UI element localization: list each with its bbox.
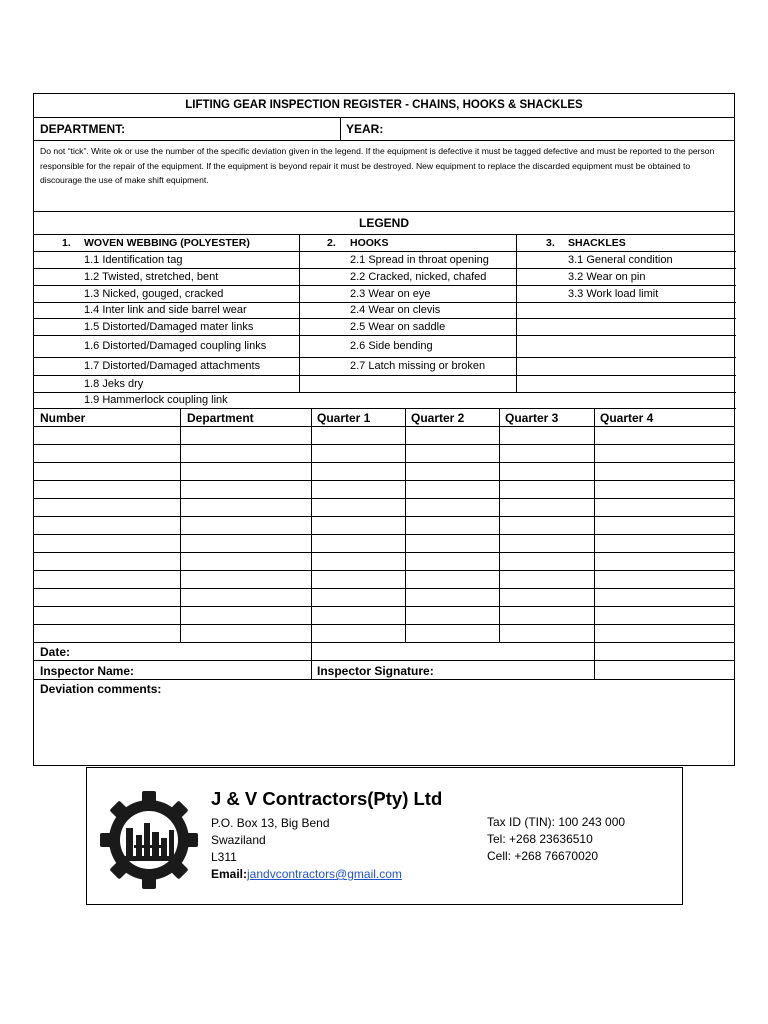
instructions-text: Do not “tick”. Write ok or use the number of the specific deviation given in the legend. If the equipment is defective it must be tagged defective and must be reported to the person responsible for the repair of the equipment. If the equipment is beyond repair it must be destroyed. New equipment to replace the discarded equipment must be obtained to discourage the use of make shift equipment. bbox=[40, 146, 715, 186]
table-cell[interactable] bbox=[499, 481, 594, 498]
legend-item: 1.1 Identification tag bbox=[84, 254, 183, 266]
legend-item: 2.5 Wear on saddle bbox=[350, 321, 446, 333]
register-body bbox=[34, 427, 734, 643]
table-row bbox=[34, 427, 734, 445]
table-cell[interactable] bbox=[34, 571, 180, 588]
table-cell[interactable] bbox=[311, 607, 405, 624]
legend-column-number: 3. bbox=[546, 237, 555, 249]
table-cell[interactable] bbox=[499, 607, 594, 624]
legend-column-heading: SHACKLES bbox=[568, 237, 626, 249]
legend-grid bbox=[34, 235, 734, 408]
legend-column-number: 1. bbox=[62, 237, 71, 249]
legend-column-heading: HOOKS bbox=[350, 237, 389, 249]
table-cell[interactable] bbox=[499, 499, 594, 516]
legend-item: 3.3 Work load limit bbox=[568, 288, 659, 300]
table-row bbox=[34, 553, 734, 571]
table-cell[interactable] bbox=[311, 535, 405, 552]
table-cell[interactable] bbox=[405, 445, 499, 462]
table-cell[interactable] bbox=[405, 481, 499, 498]
column-line bbox=[311, 408, 312, 643]
header-department: Department bbox=[187, 411, 254, 425]
table-cell[interactable] bbox=[594, 445, 735, 462]
legend-column-line bbox=[516, 235, 517, 392]
legend-item: 1.5 Distorted/Damaged mater links bbox=[84, 321, 254, 333]
table-cell[interactable] bbox=[594, 553, 735, 570]
table-cell[interactable] bbox=[180, 607, 311, 624]
register-header-row bbox=[34, 408, 734, 427]
legend-item: 2.1 Spread in throat opening bbox=[350, 254, 489, 266]
legend-item: 1.9 Hammerlock coupling link bbox=[84, 394, 228, 406]
column-line bbox=[180, 408, 181, 643]
table-cell[interactable] bbox=[499, 463, 594, 480]
legend-title: LEGEND bbox=[358, 216, 409, 230]
table-cell[interactable] bbox=[594, 589, 735, 606]
table-cell[interactable] bbox=[499, 553, 594, 570]
table-cell[interactable] bbox=[405, 607, 499, 624]
table-row bbox=[34, 607, 734, 625]
legend-item: 2.7 Latch missing or broken bbox=[350, 360, 486, 372]
company-logo-icon bbox=[99, 790, 199, 890]
table-cell[interactable] bbox=[180, 589, 311, 606]
table-cell[interactable] bbox=[405, 427, 499, 444]
table-cell[interactable] bbox=[594, 427, 735, 444]
table-cell[interactable] bbox=[405, 625, 499, 642]
table-row bbox=[34, 589, 734, 607]
header-quarter-2: Quarter 2 bbox=[411, 411, 465, 425]
table-cell[interactable] bbox=[594, 607, 735, 624]
table-cell[interactable] bbox=[594, 481, 735, 498]
table-cell[interactable] bbox=[311, 589, 405, 606]
date-label: Date: bbox=[40, 645, 71, 659]
company-letterhead bbox=[86, 767, 683, 905]
table-cell[interactable] bbox=[499, 445, 594, 462]
tax-id: Tax ID (TIN): 100 243 000 bbox=[487, 815, 626, 829]
address-line-1: P.O. Box 13, Big Bend bbox=[211, 816, 330, 830]
table-cell[interactable] bbox=[405, 463, 499, 480]
header-quarter-1: Quarter 1 bbox=[317, 411, 371, 425]
header-quarter-3: Quarter 3 bbox=[505, 411, 559, 425]
form-title: LIFTING GEAR INSPECTION REGISTER - CHAINS, HOOKS & SHACKLES bbox=[185, 99, 583, 111]
table-cell[interactable] bbox=[34, 607, 180, 624]
legend-item: 2.6 Side bending bbox=[350, 340, 433, 352]
table-row bbox=[34, 463, 734, 481]
table-cell[interactable] bbox=[405, 589, 499, 606]
inspector-signature-label: Inspector Signature: bbox=[317, 664, 434, 678]
table-row bbox=[34, 535, 734, 553]
email-label: Email: bbox=[211, 867, 248, 881]
deviation-comments-label: Deviation comments: bbox=[40, 682, 162, 696]
table-cell[interactable] bbox=[311, 445, 405, 462]
table-cell[interactable] bbox=[34, 535, 180, 552]
legend-item: 1.7 Distorted/Damaged attachments bbox=[84, 360, 261, 372]
table-cell[interactable] bbox=[34, 427, 180, 444]
legend-title-row bbox=[34, 212, 734, 235]
legend-item: 1.4 Inter link and side barrel wear bbox=[84, 304, 247, 316]
table-cell[interactable] bbox=[405, 571, 499, 588]
header-quarter-4: Quarter 4 bbox=[600, 411, 654, 425]
legend-item: 3.1 General condition bbox=[568, 254, 673, 266]
email-link[interactable]: jandvcontractors@gmail.com bbox=[247, 867, 402, 881]
legend-item: 1.8 Jeks dry bbox=[84, 378, 144, 390]
year-label: YEAR: bbox=[346, 122, 384, 136]
table-cell[interactable] bbox=[499, 535, 594, 552]
table-cell[interactable] bbox=[180, 571, 311, 588]
table-cell[interactable] bbox=[180, 535, 311, 552]
table-cell[interactable] bbox=[594, 499, 735, 516]
deviation-comments-area[interactable] bbox=[34, 680, 734, 765]
table-cell[interactable] bbox=[594, 571, 735, 588]
inspection-form bbox=[33, 93, 735, 766]
legend-column-number: 2. bbox=[327, 237, 336, 249]
department-label: DEPARTMENT: bbox=[40, 122, 126, 136]
legend-item: 3.2 Wear on pin bbox=[568, 271, 646, 283]
table-cell[interactable] bbox=[180, 553, 311, 570]
table-cell[interactable] bbox=[34, 499, 180, 516]
column-line bbox=[594, 408, 595, 643]
table-cell[interactable] bbox=[499, 427, 594, 444]
table-cell[interactable] bbox=[311, 517, 405, 534]
table-cell[interactable] bbox=[180, 625, 311, 642]
column-line bbox=[405, 408, 406, 643]
legend-item: 2.2 Cracked, nicked, chafed bbox=[350, 271, 487, 283]
table-cell[interactable] bbox=[594, 625, 735, 642]
table-cell[interactable] bbox=[34, 463, 180, 480]
telephone: Tel: +268 23636510 bbox=[487, 832, 593, 846]
table-cell[interactable] bbox=[34, 445, 180, 462]
company-name: J & V Contractors(Pty) Ltd bbox=[211, 788, 443, 809]
legend-column-line bbox=[299, 235, 300, 392]
table-row bbox=[34, 625, 734, 643]
inspector-row bbox=[34, 661, 734, 680]
table-cell[interactable] bbox=[180, 481, 311, 498]
inspector-name-label: Inspector Name: bbox=[40, 664, 135, 678]
form-title-row bbox=[34, 94, 734, 118]
table-cell[interactable] bbox=[594, 535, 735, 552]
table-cell[interactable] bbox=[499, 517, 594, 534]
table-cell[interactable] bbox=[180, 463, 311, 480]
table-row bbox=[34, 517, 734, 535]
address-line-2: Swaziland bbox=[211, 833, 266, 847]
table-cell[interactable] bbox=[34, 553, 180, 570]
legend-row-line bbox=[34, 335, 736, 336]
table-cell[interactable] bbox=[311, 499, 405, 516]
legend-item: 1.2 Twisted, stretched, bent bbox=[84, 271, 219, 283]
table-row bbox=[34, 445, 734, 463]
table-row bbox=[34, 571, 734, 589]
legend-item: 2.4 Wear on clevis bbox=[350, 304, 441, 316]
table-cell[interactable] bbox=[499, 625, 594, 642]
table-cell[interactable] bbox=[180, 499, 311, 516]
instructions-row bbox=[34, 141, 734, 212]
table-cell[interactable] bbox=[311, 481, 405, 498]
legend-item: 1.3 Nicked, gouged, cracked bbox=[84, 288, 224, 300]
legend-item: 1.6 Distorted/Damaged coupling links bbox=[84, 340, 267, 352]
header-number: Number bbox=[40, 411, 86, 425]
table-cell[interactable] bbox=[311, 463, 405, 480]
table-cell[interactable] bbox=[180, 517, 311, 534]
table-cell[interactable] bbox=[34, 481, 180, 498]
table-cell[interactable] bbox=[499, 571, 594, 588]
cellphone: Cell: +268 76670020 bbox=[487, 849, 599, 863]
table-cell[interactable] bbox=[405, 535, 499, 552]
table-cell[interactable] bbox=[311, 625, 405, 642]
legend-item: 2.3 Wear on eye bbox=[350, 288, 431, 300]
table-cell[interactable] bbox=[34, 625, 180, 642]
table-cell[interactable] bbox=[34, 517, 180, 534]
table-cell[interactable] bbox=[594, 463, 735, 480]
address-line-3: L311 bbox=[211, 850, 237, 864]
department-year-row bbox=[34, 118, 734, 141]
table-cell[interactable] bbox=[405, 499, 499, 516]
table-cell[interactable] bbox=[311, 571, 405, 588]
table-row bbox=[34, 499, 734, 517]
column-line bbox=[499, 408, 500, 643]
table-cell[interactable] bbox=[499, 589, 594, 606]
legend-column-heading: WOVEN WEBBING (POLYESTER) bbox=[84, 237, 250, 249]
table-cell[interactable] bbox=[405, 553, 499, 570]
table-cell[interactable] bbox=[311, 427, 405, 444]
table-cell[interactable] bbox=[180, 427, 311, 444]
date-row bbox=[34, 643, 734, 661]
table-cell[interactable] bbox=[594, 517, 735, 534]
table-row bbox=[34, 481, 734, 499]
email-line bbox=[211, 866, 402, 884]
table-cell[interactable] bbox=[311, 553, 405, 570]
table-cell[interactable] bbox=[405, 517, 499, 534]
table-cell[interactable] bbox=[180, 445, 311, 462]
table-cell[interactable] bbox=[34, 589, 180, 606]
